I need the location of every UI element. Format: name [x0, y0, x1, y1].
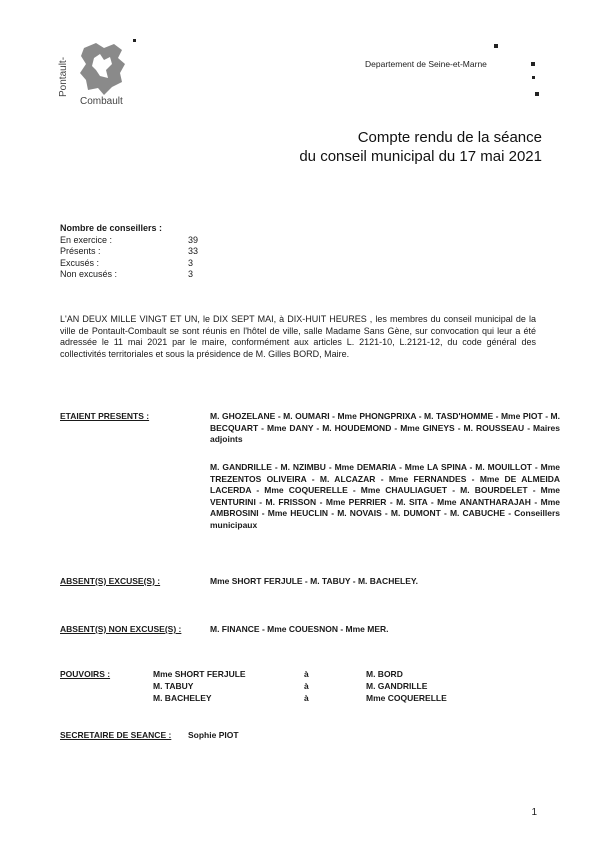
count-row — [60, 258, 198, 270]
secretaire-label: SECRETAIRE DE SEANCE : — [60, 730, 172, 740]
page-number: 1 — [531, 807, 537, 818]
presents-adjoints: M. GHOZELANE - M. OUMARI - Mme PHONGPRIXA - M. TASD'HOMME - Mme PIOT - M. BECQUART - Mme DANY - M. HOUDEMOND - Mme GINEYS - M. ROUSSEAU - Maires adjoints — [210, 411, 560, 445]
count-row — [60, 235, 198, 247]
count-row — [60, 246, 198, 258]
pouvoir-a: à — [304, 693, 309, 703]
excuses-names: Mme SHORT FERJULE - M. TABUY - M. BACHELEY. — [210, 576, 418, 586]
pouvoir-from: M. TABUY — [153, 681, 194, 691]
pouvoir-to: Mme COQUERELLE — [366, 693, 447, 703]
scan-speck — [494, 44, 498, 48]
pouvoir-a: à — [304, 669, 309, 679]
scan-speck — [133, 39, 136, 42]
non-excuses-names: M. FINANCE - Mme COUESNON - Mme MER. — [210, 624, 389, 634]
pouvoirs-label: POUVOIRS : — [60, 669, 111, 679]
pouvoir-to: M. GANDRILLE — [366, 681, 428, 691]
count-value: 33 — [188, 246, 199, 256]
non-excuses-label: ABSENT(S) NON EXCUSE(S) : — [60, 624, 182, 634]
pouvoir-from: Mme SHORT FERJULE — [153, 669, 246, 679]
count-row — [60, 269, 198, 281]
title-line-2: du conseil municipal du 17 mai 2021 — [299, 148, 542, 165]
secretaire-name: Sophie PIOT — [188, 730, 239, 740]
count-label: Excusés : — [60, 257, 100, 268]
count-label: Présents : — [60, 246, 101, 256]
count-value: 3 — [188, 257, 194, 268]
pouvoir-a: à — [304, 681, 309, 691]
counts-heading: Nombre de conseillers : — [60, 223, 163, 233]
scan-speck — [535, 92, 539, 96]
pouvoir-from: M. BACHELEY — [153, 693, 212, 703]
count-label: En exercice : — [60, 234, 113, 245]
count-label: Non excusés : — [60, 269, 118, 279]
logo-vertical-text: Pontault- — [58, 56, 69, 98]
count-value: 39 — [188, 234, 199, 245]
count-value: 3 — [188, 269, 194, 279]
excuses-label: ABSENT(S) EXCUSE(S) : — [60, 576, 161, 586]
intro-paragraph: L'AN DEUX MILLE VINGT ET UN, le DIX SEPT MAI, à DIX-HUIT HEURES , les membres du conseil municipal de la ville de Pontault-Combault se sont réunis en l'hôtel de ville, salle Madame Sans Gène, sur convocation qui leur a été adressée le 11 mai 2021 par le maire, conformément aux articles L. 2121-10, L.2121-12, du code général des collectivités territoriales et sous la présidence de M. Gilles BORD, Maire. — [60, 314, 536, 359]
department-name: Departement de Seine-et-Marne — [365, 59, 487, 69]
scan-speck — [532, 76, 535, 79]
presents-label: ETAIENT PRESENTS : — [60, 411, 150, 421]
title-line-1: Compte rendu de la séance — [357, 129, 542, 146]
pouvoir-to: M. BORD — [366, 669, 403, 679]
councillor-counts — [60, 223, 198, 281]
scan-speck — [531, 62, 535, 66]
presents-conseillers: M. GANDRILLE - M. NZIMBU - Mme DEMARIA - Mme LA SPINA - M. MOUILLOT - Mme TREZENTOS OLIVEIRA - M. ALCAZAR - Mme FERNANDES - Mme DE ALMEIDA LACERDA - Mme COQUERELLE - Mme CHAULIAGUET - M. BOURDELET - Mme VENTURINI - M. FRISSON - Mme PERRIER - M. SITA - Mme ANANTHARAJAH - Mme AMBROSINI - Mme HEUCLIN - M. NOVAIS - M. DUMONT - M. CABUCHE - Conseillers municipaux — [210, 462, 560, 530]
logo-word: Combault — [80, 96, 123, 107]
city-logo-icon — [78, 40, 130, 98]
document-title — [299, 128, 542, 166]
